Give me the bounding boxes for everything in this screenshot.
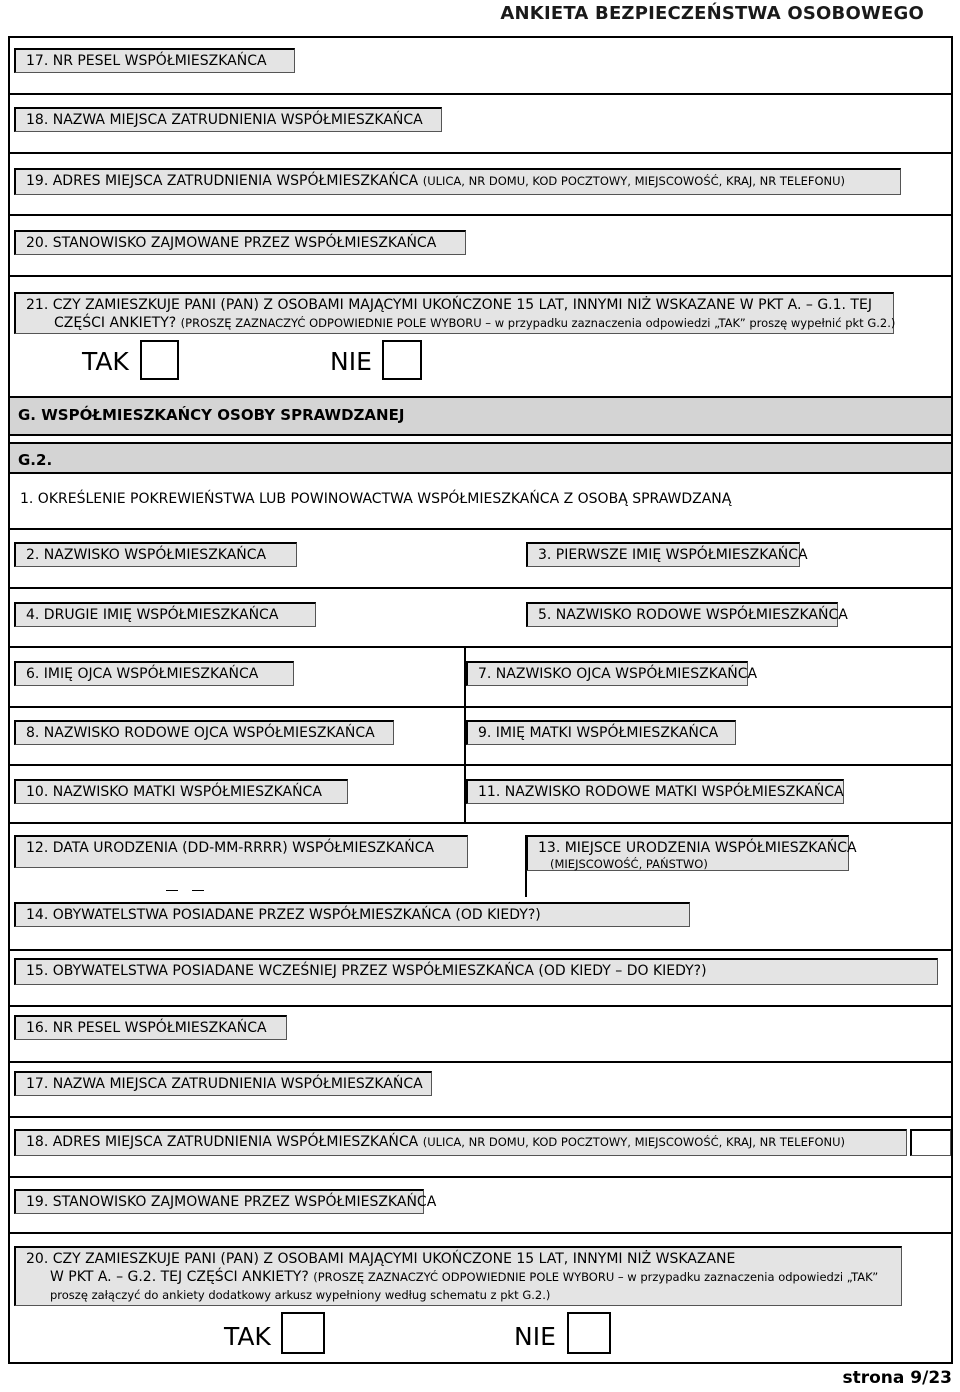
date-separator [192,890,204,891]
row-divider [10,1061,951,1063]
row-divider [10,214,951,216]
row-divider [10,1005,951,1007]
row-divider [10,1116,951,1118]
field-21-line1: 21. CZY ZAMIESZKUJE PANI (PAN) Z OSOBAMI MAJĄCYMI UKOŃCZONE 15 LAT, INNYMI NIŻ WSKAZANE W PKT A. – G.1. TEJ [26,297,872,313]
g2-field-1-label: 1. OKREŚLENIE POKREWIEŃSTWA LUB POWINOWACTWA WSPÓŁMIESZKAŃCA Z OSOBĄ SPRAWDZANĄ [20,491,732,507]
row-divider [10,528,951,530]
g2-field-13-main: 13. MIEJSCE URODZENIA WSPÓŁMIESZKAŃCA [538,840,857,856]
field-20-label: 20. STANOWISKO ZAJMOWANE PRZEZ WSPÓŁMIESZKAŃCA [14,230,466,255]
no-label: NIE [330,347,372,376]
row-divider [10,706,951,708]
form-title: ANKIETA BEZPIECZEŃSTWA OSOBOWEGO [500,3,924,24]
row-divider [10,949,951,951]
g2-field-8-label: 8. NAZWISKO RODOWE OJCA WSPÓŁMIESZKAŃCA [14,720,394,745]
form-frame [8,36,953,1364]
g2-field-18-note: (ULICA, NR DOMU, KOD POCZTOWY, MIEJSCOWOŚĆ, KRAJ, NR TELEFONU) [422,1135,846,1149]
row-divider [10,646,951,648]
g2-field-18-main: 18. ADRES MIEJSCA ZATRUDNIENIA WSPÓŁMIESZKAŃCA [26,1134,419,1150]
g2-field-9-label: 9. IMIĘ MATKI WSPÓŁMIESZKAŃCA [466,720,736,745]
g2-field-17-label: 17. NAZWA MIEJSCA ZATRUDNIENIA WSPÓŁMIESZKAŃCA [14,1071,432,1096]
no-checkbox[interactable] [382,340,422,380]
g2-field-6-label: 6. IMIĘ OJCA WSPÓŁMIESZKAŃCA [14,661,294,686]
g2-field-14-label: 14. OBYWATELSTWA POSIADANE PRZEZ WSPÓŁMIESZKAŃCA (OD KIEDY?) [14,902,690,927]
row-divider [10,822,951,824]
g2-field-20-line1: 20. CZY ZAMIESZKUJE PANI (PAN) Z OSOBAMI MAJĄCYMI UKOŃCZONE 15 LAT, INNYMI NIŻ WSKAZANE [26,1251,736,1267]
yes-checkbox[interactable] [140,340,179,380]
g2-field-5-label: 5. NAZWISKO RODOWE WSPÓŁMIESZKAŃCA [526,602,838,627]
row-divider [10,1176,951,1178]
g2-field-20-note1: (PROSZĘ ZAZNACZYĆ ODPOWIEDNIE POLE WYBORU – w przypadku zaznaczenia odpowiedzi „TAK” [313,1270,879,1284]
g2-field-3-label: 3. PIERWSZE IMIĘ WSPÓŁMIESZKAŃCA [526,542,800,567]
page-number: strona 9/23 [842,1368,952,1388]
g2-field-7-label: 7. NAZWISKO OJCA WSPÓŁMIESZKAŃCA [466,661,748,686]
g2-field-12-label: 12. DATA URODZENIA (DD-MM-RRRR) WSPÓŁMIESZKAŃCA [14,835,468,868]
field-19-note: (ULICA, NR DOMU, KOD POCZTOWY, MIEJSCOWOŚĆ, KRAJ, NR TELEFONU) [422,174,846,188]
field-19-main: 19. ADRES MIEJSCA ZATRUDNIENIA WSPÓŁMIESZKAŃCA [26,173,419,189]
field-21-note: (PROSZĘ ZAZNACZYĆ ODPOWIEDNIE POLE WYBORU – w przypadku zaznaczenia odpowiedzi „TAK” proszę wypełnić pkt G.2.) [180,316,896,330]
row-divider [10,587,951,589]
g2-no-checkbox[interactable] [567,1312,611,1354]
field-18-label: 18. NAZWA MIEJSCA ZATRUDNIENIA WSPÓŁMIESZKAŃCA [14,107,442,132]
field-19-label [14,168,901,195]
row-divider [10,93,951,95]
g2-field-4-label: 4. DRUGIE IMIĘ WSPÓŁMIESZKAŃCA [14,602,316,627]
g2-yes-label: TAK [224,1322,271,1351]
row-divider [10,275,951,277]
column-divider [464,648,466,822]
yes-label: TAK [82,347,129,376]
row-divider [10,1232,951,1234]
field-21-label [14,292,894,334]
row-divider [10,764,951,766]
g2-field-2-label: 2. NAZWISKO WSPÓŁMIESZKAŃCA [14,542,297,567]
g2-no-label: NIE [514,1322,556,1351]
row-divider [10,152,951,154]
g2-field-11-label: 11. NAZWISKO RODOWE MATKI WSPÓŁMIESZKAŃCA [466,779,844,804]
g2-field-10-label: 10. NAZWISKO MATKI WSPÓŁMIESZKAŃCA [14,779,348,804]
field-21-line2: CZĘŚCI ANKIETY? [54,315,177,331]
g2-field-20-label [14,1246,902,1306]
g2-yes-checkbox[interactable] [281,1312,325,1354]
g2-field-20-note2: proszę załączyć do ankiety dodatkowy arkusz wypełniony według schematu z pkt G.2.) [50,1288,551,1302]
g2-field-18-extra-box [910,1129,951,1156]
g2-field-16-label: 16. NR PESEL WSPÓŁMIESZKAŃCA [14,1015,287,1040]
g2-field-15-label: 15. OBYWATELSTWA POSIADANE WCZEŚNIEJ PRZEZ WSPÓŁMIESZKAŃCA (OD KIEDY – DO KIEDY?) [14,958,938,985]
section-g-title: G. WSPÓŁMIESZKAŃCY OSOBY SPRAWDZANEJ [10,396,951,436]
date-separator [166,890,178,891]
g2-field-18-label [14,1129,907,1156]
field-17-label: 17. NR PESEL WSPÓŁMIESZKAŃCA [14,48,295,73]
g2-field-20-line2: W PKT A. – G.2. TEJ CZĘŚCI ANKIETY? [50,1269,309,1285]
g2-field-13-label [526,835,857,871]
g2-field-13-note: (MIEJSCOWOŚĆ, PAŃSTWO) [550,857,708,871]
section-g2-title: G.2. [10,442,951,474]
g2-field-19-label: 19. STANOWISKO ZAJMOWANE PRZEZ WSPÓŁMIESZKAŃCA [14,1189,424,1214]
